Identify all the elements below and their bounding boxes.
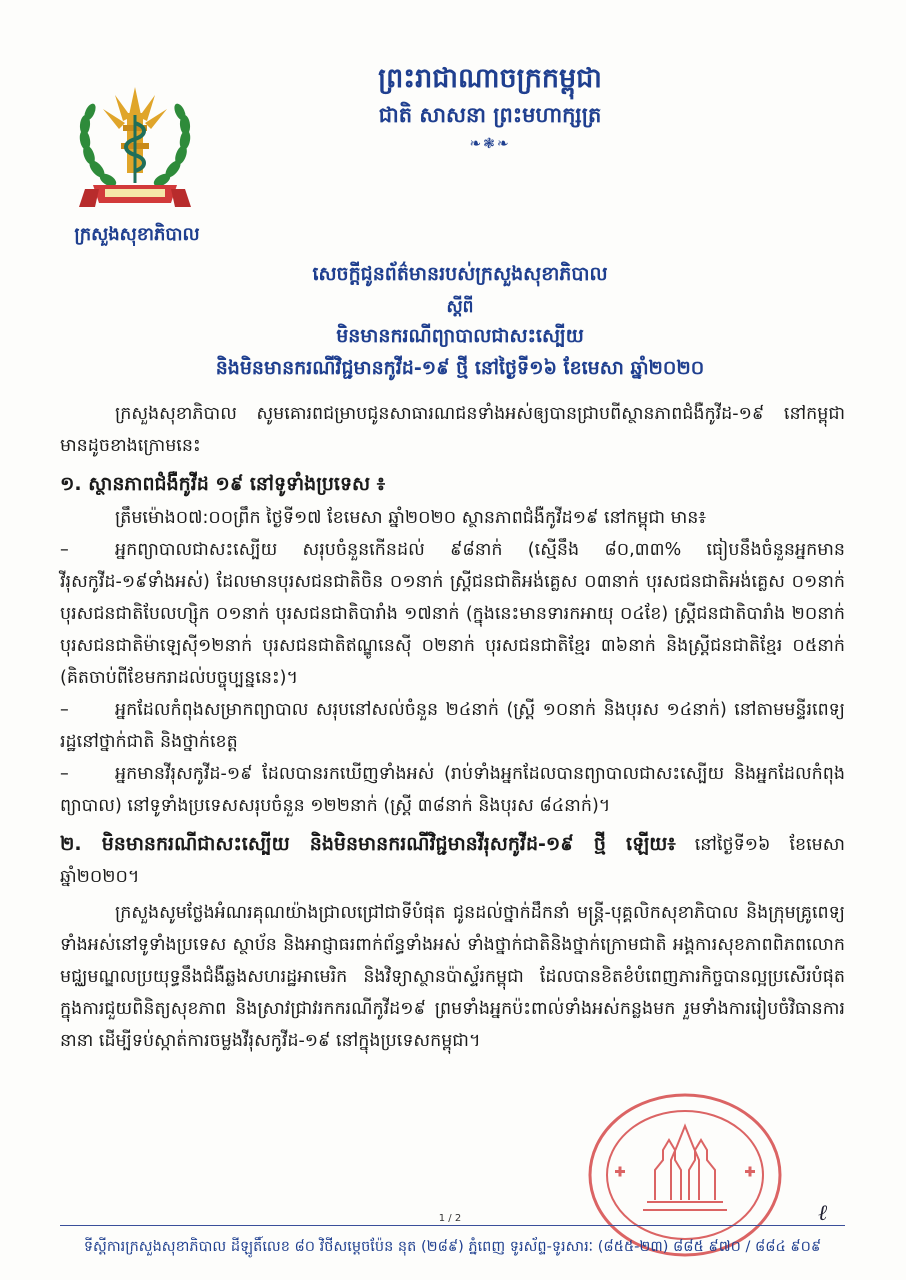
section-2-heading (60, 828, 845, 893)
ministry-name: ក្រសួងសុខាភិបាល (74, 224, 200, 245)
official-seal-icon (585, 1090, 785, 1260)
footer-address: ទីស្តីការក្រសួងសុខាភិបាល ដីឡូតិ៍លេខ ៨០ វិថីសម្តេចប៉ែន នុត (២៨៩) ភ្នំពេញ ទូរស័ព្ទ-ទូរសារៈ (៨៥៥-២៣) ៨៨៥ ៩៧០ / ៨៨៤ ៩០៩ (83, 1239, 822, 1255)
closing-paragraph: ក្រសួងសូមថ្លែងអំណរគុណយ៉ាងជ្រាលជ្រៅជាទីបំផុត ជូនដល់ថ្នាក់ដឹកនាំ មន្ត្រី-បុគ្គលិកសុខាភិបាល និងក្រុមគ្រូពេទ្យទាំងអស់នៅទូទាំងប្រទេស ស្ថាប័ន និងអាជ្ញាធរពាក់ព័ន្ធទាំងអស់ ទាំងថ្នាក់ជាតិនិងថ្នាក់ក្រោមជាតិ អង្គការសុខភាពពិភពលោក មជ្ឈមណ្ឌលប្រយុទ្ធនឹងជំងឺឆ្លងសហរដ្ឋអាមេរិក និងវិទ្យាស្ថានប៉ាស្ទ័រកម្ពុជា ដែលបានខិតខំបំពេញភារកិច្ចបានល្អប្រសើរបំផុត ក្នុងការជួយពិនិត្យសុខភាព និងស្រាវជ្រាវរកករណីកូវីដ១៩ ព្រមទាំងអ្នកប៉ះពាល់ទាំងអស់កន្លងមក រួមទាំងការរៀបចំវិធានការនានា ដើម្បីទប់ស្កាត់ការចម្លងវីរុសកូវីដ-១៩ នៅក្នុងប្រទេសកម្ពុជា។ (60, 903, 845, 1051)
title-line-1: សេចក្តីជូនព័ត៌មានរបស់ក្រសួងសុខាភិបាល (312, 263, 608, 285)
bullet-dash: – (60, 764, 69, 784)
title-line-3: មិនមានករណីព្យាបាលជាសះស្បើយ (336, 325, 584, 347)
bullet-text: អ្នកមានវីរុសកូវីដ-១៩ ដែលបានរកឃើញទាំងអស់ (រាប់ទាំងអ្នកដែលបានព្យាបាលជាសះស្បើយ និងអ្នកដែលកំពុងព្យាបាល) នៅទូទាំងប្រទេសសរុបចំនួន ១២២នាក់ (ស្ត្រី ៣៨នាក់ និងបុរស ៨៤នាក់)។ (60, 764, 845, 816)
bullet-recovered (60, 534, 845, 694)
section-1-lead: ត្រឹមម៉ោង០៧:០០ព្រឹក ថ្ងៃទី១៧ ខែមេសា ឆ្នាំ២០២០ ស្ថានភាពជំងឺកូវីដ១៩ នៅកម្ពុជា មាន៖ (115, 508, 707, 528)
document-body (60, 398, 845, 1057)
bullet-under-treatment (60, 694, 845, 758)
bullet-dash: – (60, 540, 69, 560)
title-line-2: ស្តីពី (446, 297, 474, 317)
bullet-total-cases (60, 758, 845, 822)
bullet-text: អ្នកដែលកំពុងសម្រាកព្យាបាល សរុបនៅសល់ចំនួន ២៤នាក់ (ស្ត្រី ១០នាក់ និងបុរស ១៤នាក់) នៅតាមមន្ទីរពេទ្យរដ្ឋនៅថ្នាក់ជាតិ និងថ្នាក់ខេត្ត (60, 700, 845, 752)
intro-paragraph: ក្រសួងសុខាភិបាល សូមគោរពជម្រាបជូនសាធារណជនទាំងអស់ឲ្យបានជ្រាបពីស្ថានភាពជំងឺកូវីដ-១៩ នៅកម្ពុជា មានដូចខាងក្រោមនេះ (60, 404, 845, 456)
section-1-heading: ១. ស្ថានភាពជំងឺកូវីដ ១៩ នៅទូទាំងប្រទេស ៖ (60, 473, 386, 495)
page-number: 1 / 2 (438, 1213, 462, 1224)
ministry-emblem-icon (75, 85, 195, 220)
kingdom-title: ព្រះរាជាណាចក្រកម្ពុជា (378, 63, 602, 94)
section-2-heading-bold: ២. មិនមានករណីជាសះស្បើយ និងមិនមានករណីវិជ្ជមានវីរុសកូវីដ-១៩ ថ្មី ឡើយ៖ (60, 833, 676, 855)
bullet-dash: – (60, 700, 69, 720)
national-motto: ជាតិ សាសនា ព្រះមហាក្សត្រ (378, 103, 602, 127)
header-ornament: ❧❃❧ (469, 136, 511, 152)
initial-mark: ℓ (818, 1201, 828, 1226)
bullet-text: អ្នកព្យាបាលជាសះស្បើយ សរុបចំនួនកើនដល់ ៩៨នាក់ (ស្មើនឹង ៨០,៣៣% ធៀបនឹងចំនួនអ្នកមានវីរុសកូវីដ-១៩ទាំងអស់) ដែលមានបុរសជនជាតិចិន ០១នាក់ ស្ត្រីជនជាតិអង់គ្លេស ០៣នាក់ បុរសជនជាតិអង់គ្លេស ០១នាក់ បុរសជនជាតិបែលហ្ស៊ិក ០១នាក់ បុរសជនជាតិបារាំង ១៧នាក់ (ក្នុងនេះមានទារកអាយុ ០៤ខែ) ស្ត្រីជនជាតិបារាំង ២០នាក់ បុរសជនជាតិម៉ាឡេស៊ី១២នាក់ បុរសជនជាតិឥណ្ឌូនេស៊ី ០២នាក់ បុរសជនជាតិខ្មែរ ៣៦នាក់ និងស្ត្រីជនជាតិខ្មែរ ០៥នាក់ (គិតចាប់ពីខែមករាដល់បច្ចុប្បន្ននេះ)។ (60, 540, 845, 688)
section-2-heading-rest: នៅថ្ងៃទី១៦ ខែមេសា ឆ្នាំ២០២០។ (60, 835, 845, 887)
footer-divider (60, 1225, 845, 1226)
title-line-4: និងមិនមានករណីវិជ្ជមានកូវីដ-១៩ ថ្មី នៅថ្ងៃទី១៦ ខែមេសា ឆ្នាំ២០២០ (215, 357, 705, 379)
